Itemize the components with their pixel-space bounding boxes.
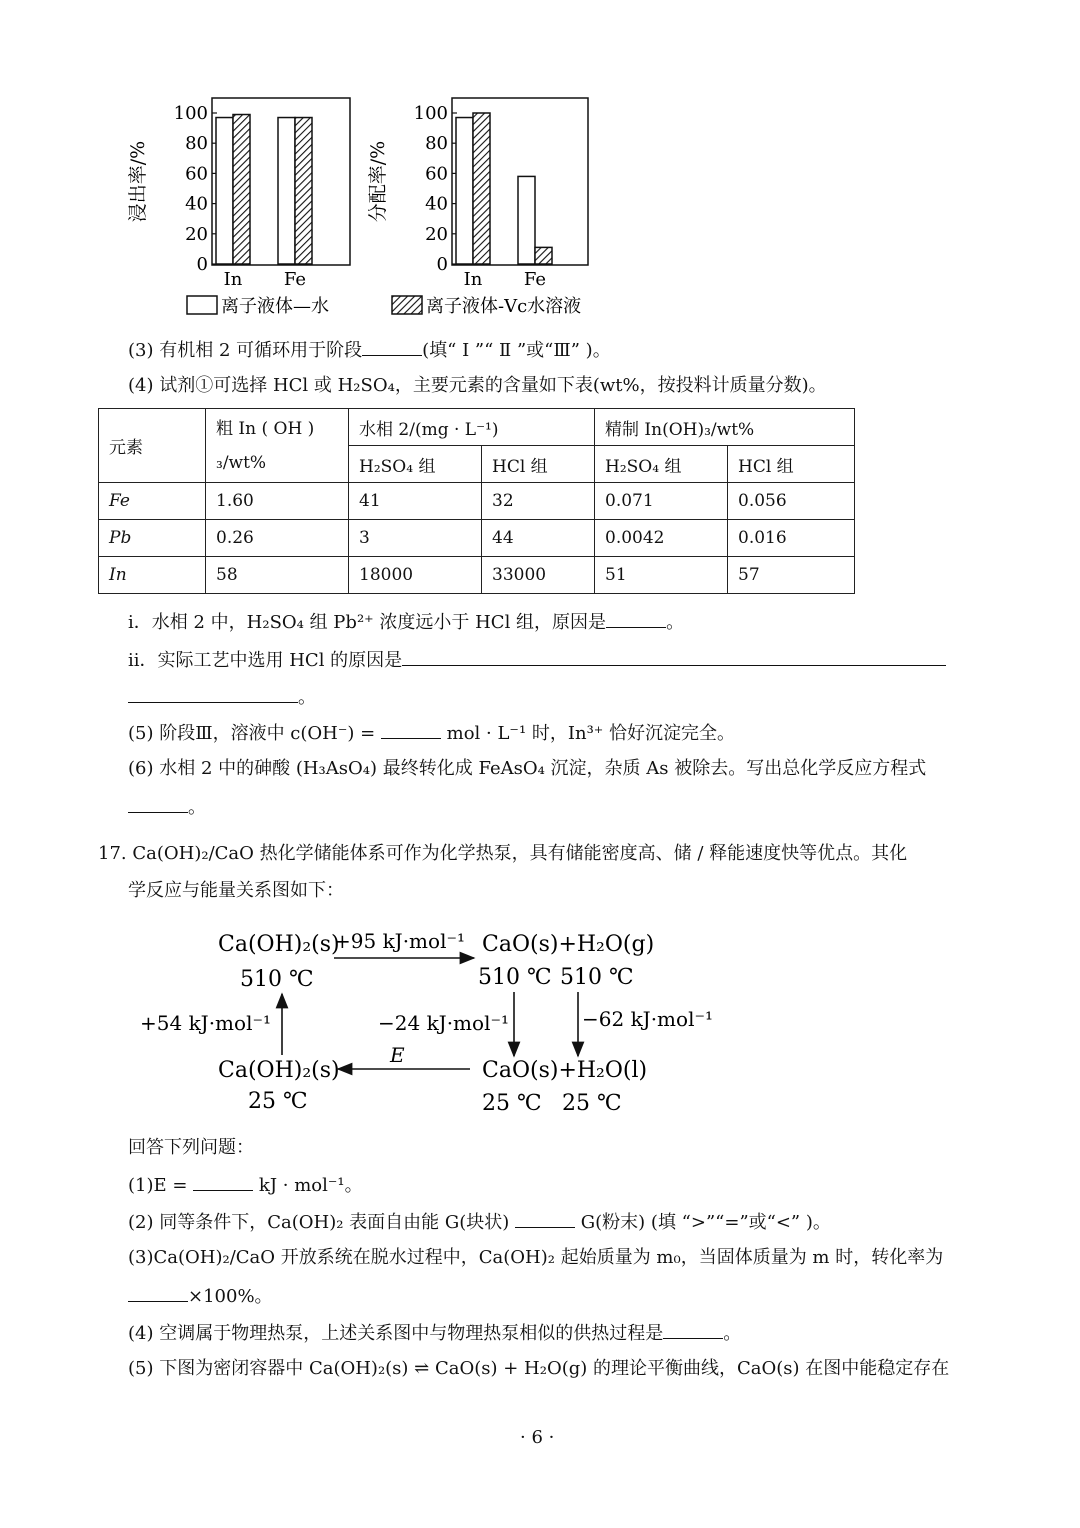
tl-temp: 510 ℃ xyxy=(240,967,314,992)
cell: 33000 xyxy=(482,557,595,594)
bar-fe-vc xyxy=(535,247,552,264)
br-formula: CaO(s)+H₂O(l) xyxy=(482,1058,648,1083)
cell: Pb xyxy=(99,520,206,557)
right-arrow-label: −62 kJ·mol⁻¹ xyxy=(582,1007,714,1031)
th-sub: H₂SO₄ 组 xyxy=(595,446,728,483)
a4-blank xyxy=(663,1320,723,1339)
a3-suffix: ×100%。 xyxy=(188,1286,273,1307)
a4-text: (4) 空调属于物理热泵，上述关系图中与物理热泵相似的供热过程是 xyxy=(128,1323,664,1344)
cell: 32 xyxy=(482,483,595,520)
cell: 1.60 xyxy=(206,483,349,520)
q5-text: (5) 阶段Ⅲ，溶液中 c(OH⁻) = xyxy=(128,723,376,744)
bl-formula: Ca(OH)₂(s) xyxy=(218,1058,340,1083)
question-6-cont xyxy=(128,794,206,820)
cell: 44 xyxy=(482,520,595,557)
legend-label-water: 离子液体—水 xyxy=(221,296,329,317)
cell: In xyxy=(99,557,206,594)
cell: Fe xyxy=(99,483,206,520)
energy-diagram xyxy=(130,920,750,1125)
y-tick-label: 80 xyxy=(185,133,208,155)
y-tick-label: 20 xyxy=(185,223,208,245)
q3-suffix: (填“ Ⅰ ”“ Ⅱ ”或“Ⅲ” )。 xyxy=(422,340,611,361)
cell: 18000 xyxy=(349,557,482,594)
mid-arrow-label: −24 kJ·mol⁻¹ xyxy=(378,1011,510,1035)
a2-text: (2) 同等条件下，Ca(OH)₂ 表面自由能 G(块状) xyxy=(128,1212,510,1233)
bar-in-water xyxy=(456,118,473,264)
question-5 xyxy=(128,720,735,746)
y-tick-label: 60 xyxy=(185,163,208,185)
question-17: 17. Ca(OH)₂/CaO 热化学储能体系可作为化学热泵，具有储能密度高、储 / 释能速度快等优点。其化 xyxy=(98,843,908,864)
a3-blank xyxy=(128,1283,188,1302)
br-temp1: 25 ℃ xyxy=(482,1091,542,1116)
x-tick-label: Fe xyxy=(283,269,307,290)
tl-formula: Ca(OH)₂(s) xyxy=(218,932,340,957)
bar-charts xyxy=(120,88,620,324)
table-row xyxy=(99,483,855,520)
q6-blank xyxy=(128,794,188,813)
answer-3: (3)Ca(OH)₂/CaO 开放系统在脱水过程中，Ca(OH)₂ 起始质量为 m₀，当固体质量为 m 时，转化率为 xyxy=(128,1247,944,1268)
y-tick-label: 100 xyxy=(173,103,208,124)
qii-blank-2 xyxy=(128,684,298,703)
question-4-i xyxy=(128,609,684,635)
bottom-arrow-label: E xyxy=(390,1043,405,1067)
answer-intro: 回答下列问题： xyxy=(128,1137,254,1158)
bar-fe-vc xyxy=(295,118,312,264)
y-tick-label: 40 xyxy=(185,193,208,215)
q5-suffix: mol · L⁻¹ 时，In³⁺ 恰好沉淀完全。 xyxy=(446,723,736,744)
qi-suffix: 。 xyxy=(666,612,685,633)
cell: 41 xyxy=(349,483,482,520)
tr-formula: CaO(s)+H₂O(g) xyxy=(482,932,655,957)
question-6: (6) 水相 2 中的砷酸 (H₃AsO₄) 最终转化成 FeAsO₄ 沉淀，杂质 As 被除去。写出总化学反应方程式 xyxy=(128,758,927,779)
legend-swatch-vc xyxy=(392,296,422,314)
page-number: · 6 · xyxy=(520,1427,555,1448)
th-water: 水相 2/(mg · L⁻¹) xyxy=(349,409,595,446)
bar-fe-water xyxy=(518,176,535,264)
tr-temp1: 510 ℃ xyxy=(478,965,552,990)
question-17-cont: 学反应与能量关系图如下： xyxy=(128,880,344,901)
cell: 57 xyxy=(728,557,855,594)
cell: 0.26 xyxy=(206,520,349,557)
element-content-table xyxy=(98,408,855,594)
y-tick-label: 0 xyxy=(436,254,448,275)
leaching-rate-chart xyxy=(127,98,350,290)
y-axis-label: 浸出率/% xyxy=(127,140,149,223)
x-tick-label: In xyxy=(463,269,483,290)
distribution-rate-chart xyxy=(367,98,588,290)
top-arrow-label: +95 kJ·mol⁻¹ xyxy=(334,929,466,953)
a2-blank xyxy=(515,1209,575,1228)
th-element: 元素 xyxy=(99,409,206,483)
cell: 51 xyxy=(595,557,728,594)
th-sub: HCl 组 xyxy=(482,446,595,483)
answer-5: (5) 下图为密闭容器中 Ca(OH)₂(s) ⇌ CaO(s) + H₂O(g) 的理论平衡曲线，CaO(s) 在图中能稳定存在 xyxy=(128,1358,950,1379)
table-row xyxy=(99,520,855,557)
q5-blank xyxy=(381,720,441,739)
q3-text: (3) 有机相 2 可循环用于阶段 xyxy=(128,340,363,361)
bar-fe-water xyxy=(278,118,295,264)
legend-label-vc: 离子液体-Vc水溶液 xyxy=(426,296,582,317)
y-tick-label: 100 xyxy=(413,103,448,124)
th-crude-line1: 粗 In ( OH ) xyxy=(216,418,315,439)
bar-in-vc xyxy=(473,113,490,264)
a4-suffix: 。 xyxy=(723,1323,742,1344)
x-tick-label: In xyxy=(223,269,243,290)
question-4-ii xyxy=(128,647,946,673)
bl-temp: 25 ℃ xyxy=(248,1089,308,1114)
bar-in-water xyxy=(216,118,233,264)
y-tick-label: 60 xyxy=(425,163,448,185)
question-3 xyxy=(128,337,611,363)
y-tick-label: 0 xyxy=(196,254,208,275)
cell: 0.071 xyxy=(595,483,728,520)
cell: 0.056 xyxy=(728,483,855,520)
a2-suffix: G(粉末) (填 “>”“=”或“<” )。 xyxy=(580,1212,831,1233)
cell: 0.0042 xyxy=(595,520,728,557)
answer-2 xyxy=(128,1209,831,1235)
th-sub: HCl 组 xyxy=(728,446,855,483)
th-crude-line2: ₃/wt% xyxy=(216,452,267,473)
y-tick-label: 80 xyxy=(425,133,448,155)
q6-suffix: 。 xyxy=(188,797,206,818)
qii-blank xyxy=(402,647,946,666)
y-tick-label: 20 xyxy=(425,223,448,245)
x-tick-label: Fe xyxy=(523,269,547,290)
qii-text: ii．实际工艺中选用 HCl 的原因是 xyxy=(128,650,403,671)
qii-suffix: 。 xyxy=(298,687,316,708)
answer-1 xyxy=(128,1172,363,1198)
question-4: (4) 试剂①可选择 HCl 或 H₂SO₄，主要元素的含量如下表(wt%，按投料计质量分数)。 xyxy=(128,375,827,396)
answer-3-cont xyxy=(128,1283,273,1309)
table-row xyxy=(99,557,855,594)
th-crude xyxy=(206,409,349,483)
left-arrow-label: +54 kJ·mol⁻¹ xyxy=(140,1011,272,1035)
bar-in-vc xyxy=(233,115,250,264)
a1-text: (1)E = xyxy=(128,1175,188,1196)
cell: 3 xyxy=(349,520,482,557)
br-temp2: 25 ℃ xyxy=(562,1091,622,1116)
y-axis-label: 分配率/% xyxy=(367,140,389,223)
qi-blank xyxy=(606,609,666,628)
qi-text: i．水相 2 中，H₂SO₄ 组 Pb²⁺ 浓度远小于 HCl 组，原因是 xyxy=(128,612,607,633)
question-4-ii-cont xyxy=(128,684,316,710)
a1-blank xyxy=(193,1172,253,1191)
cell: 0.016 xyxy=(728,520,855,557)
y-tick-label: 40 xyxy=(425,193,448,215)
legend-swatch-water xyxy=(187,296,217,314)
answer-4 xyxy=(128,1320,741,1346)
q3-blank xyxy=(362,337,422,356)
cell: 58 xyxy=(206,557,349,594)
a1-suffix: kJ · mol⁻¹。 xyxy=(258,1175,363,1196)
th-refined: 精制 In(OH)₃/wt% xyxy=(595,409,855,446)
tr-temp2: 510 ℃ xyxy=(560,965,634,990)
th-sub: H₂SO₄ 组 xyxy=(349,446,482,483)
